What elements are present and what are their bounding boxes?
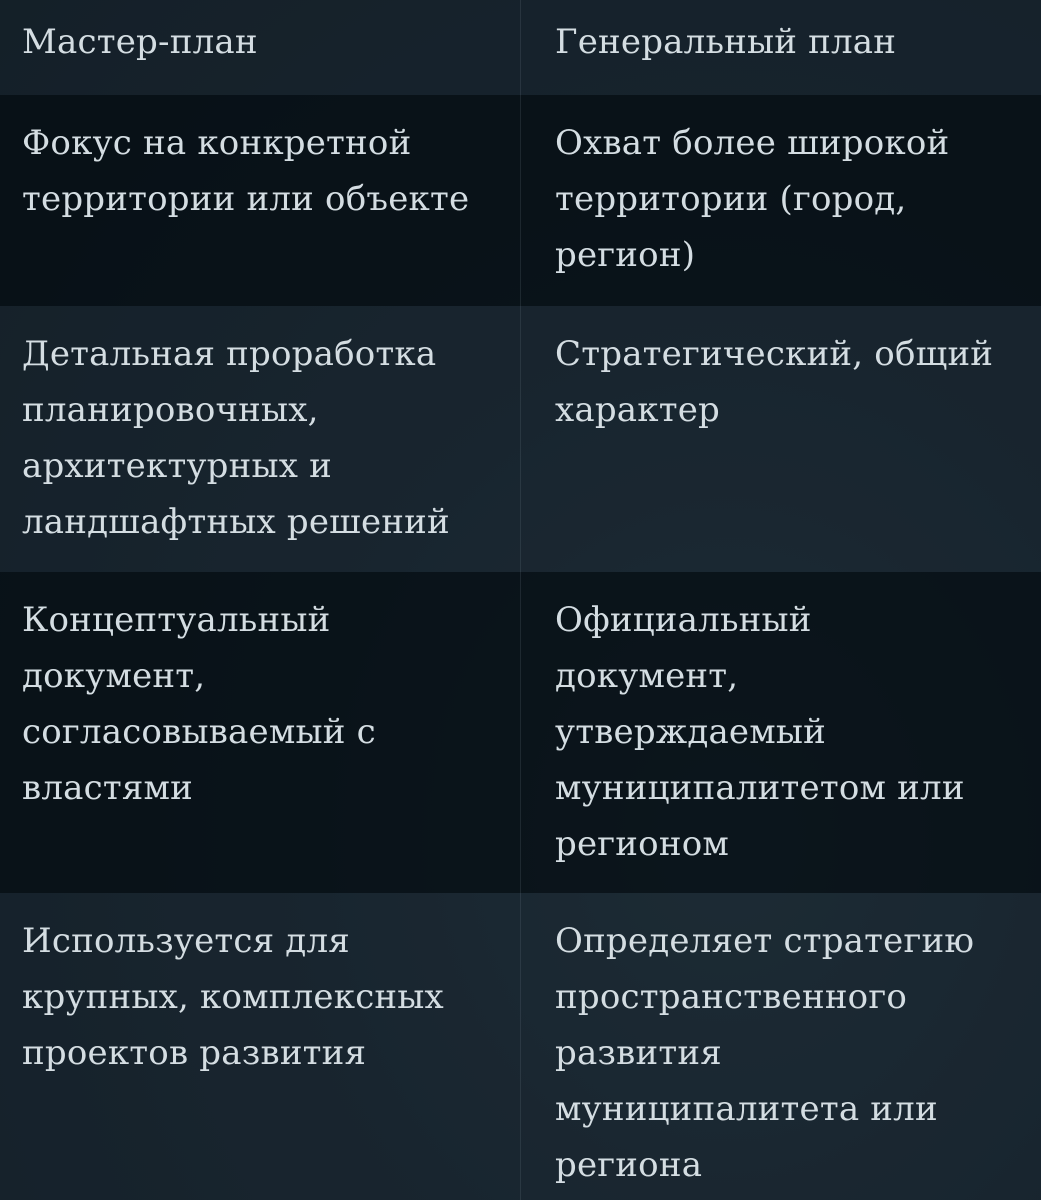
table-cell-general-plan: Стратегический, общий характер: [555, 334, 994, 430]
table-cell-master-plan: Концептуальный документ, согласовываемый с властями: [0, 572, 521, 893]
table-row: [0, 95, 1041, 306]
table-cell-master-plan: Детальная проработка планировочных, архитектурных и ландшафтных решений: [0, 306, 521, 572]
table-row: [0, 306, 1041, 572]
table-cell-master-plan: Используется для крупных, комплексных проектов развития: [0, 893, 521, 1200]
table-cell-general-plan: Охват более широкой территории (город, регион): [555, 123, 950, 275]
header-cell-master-plan: Мастер-план: [0, 0, 521, 95]
table-cell-master-plan: Фокус на конкретной территории или объекте: [0, 95, 521, 306]
table-cell-general-plan: Официальный документ, утверждаемый муниципалитетом или регионом: [555, 600, 965, 864]
table-row: [0, 893, 1041, 1200]
table-header-row: [0, 0, 1041, 95]
table-row: [0, 572, 1041, 893]
table-cell-general-plan: Определяет стратегию пространственного развития муниципалитета или региона: [555, 921, 975, 1185]
header-cell-general-plan: Генеральный план: [555, 22, 897, 62]
